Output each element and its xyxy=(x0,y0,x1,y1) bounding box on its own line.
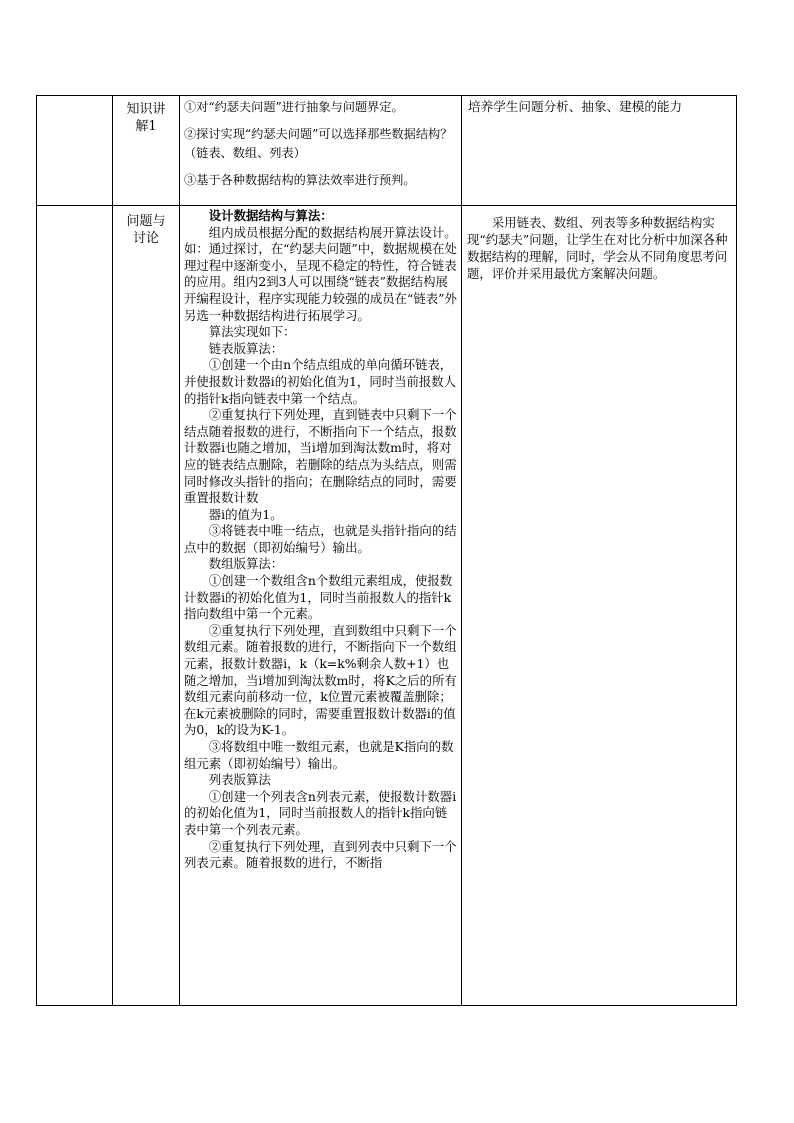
table-row-discussion xyxy=(37,206,737,1006)
goal-text: 采用链表、数组、列表等多种数据结构实现“约瑟夫”问题，让学生在对比分析中加深各种数据结构的理解，同时，学会从不同角度思考问题，评价并采用最优方案解决问题。 xyxy=(467,215,728,281)
array-step-1: ①创建一个数组含n个数组元素组成，使报数计数器i的初始化值为1，同时当前报数人的指针k指向数组中第一个元素。 xyxy=(184,573,453,622)
knowledge-goal xyxy=(462,96,737,206)
goal-text: 培养学生问题分析、抽象、建模的能力 xyxy=(468,99,683,114)
linked-step-1: ①创建一个由n个结点组成的单向循环链表，并使报数计数器i的初始化值为1，同时当前报数人的指针k指向链表中第一个结点。 xyxy=(184,357,457,406)
knowledge-item: ②探讨实现“约瑟夫问题”可以选择那些数据结构？（链表、数组、列表） xyxy=(184,127,453,160)
list-title: 列表版算法 xyxy=(208,772,271,788)
lesson-table xyxy=(36,95,737,1006)
empty-cell xyxy=(37,206,113,1006)
array-step-3: ③将数组中唯一数组元素，也就是K指向的数组元素（即初始编号）输出。 xyxy=(184,739,454,771)
array-step-2: ②重复执行下列处理，直到数组中只剩下一个数组元素。随着报数的进行，不断指向下一个数组元素，报数计数器i，k（k=k%剩余人数+1）也随之增加，当i增加到淘汰数m时，将K之后的所有数组元素向前移动一位，k位置元素被覆盖删除；在k元素被删除的同时，需要重置报数计数器i的值为0，k的设为K-1。 xyxy=(184,622,457,738)
discussion-goal xyxy=(462,206,737,1006)
label-line: 问题与 xyxy=(126,214,166,229)
linked-step-2b: 器i的值为1。 xyxy=(208,506,283,522)
knowledge-item: ③基于各种数据结构的算法效率进行预判。 xyxy=(184,173,416,187)
row-label-discussion xyxy=(113,206,180,1006)
linked-step-2: ②重复执行下列处理，直到链表中只剩下一个结点随着报数的进行，不断指向下一个结点，报数计数器i也随之增加，当i增加到淘汰数m时，将对应的链表结点删除，若删除的结点为头结点，则需同时修改头指针的指向；在删除结点的同时，需要重置报数计数 xyxy=(184,407,457,506)
knowledge-item: ①对“约瑟夫问题”进行抽象与问题界定。 xyxy=(184,100,404,114)
intro-paragraph: 组内成员根据分配的数据结构展开算法设计。如：通过探讨，在“约瑟夫问题”中，数据规模在处理过程中逐渐变小，呈现不稳定的特性，符合链表的应用。组内2到3人可以围绕“链表”数据结构展开编程设计，程序实现能力较强的成员在“链表”外另选一种数据结构进行拓展学习。 xyxy=(184,224,457,323)
section-heading: 设计数据结构与算法： xyxy=(208,208,333,223)
label-line: 讨论 xyxy=(132,231,159,246)
linked-step-3: ③将链表中唯一结点，也就是头指针指向的结点中的数据（即初始编号）输出。 xyxy=(184,523,457,555)
empty-cell xyxy=(37,96,113,206)
list-step-2: ②重复执行下列处理，直到列表中只剩下一个列表元素。随着报数的进行，不断指 xyxy=(184,838,457,871)
list-step-1: ①创建一个列表含n列表元素，使报数计数器i的初始化值为1，同时当前报数人的指针k指向链表中第一个列表元素。 xyxy=(184,788,457,837)
discussion-content xyxy=(180,206,462,1006)
linked-title: 链表版算法： xyxy=(208,340,284,356)
label-line: 解1 xyxy=(135,119,157,134)
row-label-knowledge xyxy=(113,96,180,206)
impl-title: 算法实现如下： xyxy=(208,324,296,340)
knowledge-content xyxy=(180,96,462,206)
array-title: 数组版算法： xyxy=(208,556,284,572)
label-line: 知识讲 xyxy=(126,102,166,117)
table-row-knowledge xyxy=(37,96,737,206)
